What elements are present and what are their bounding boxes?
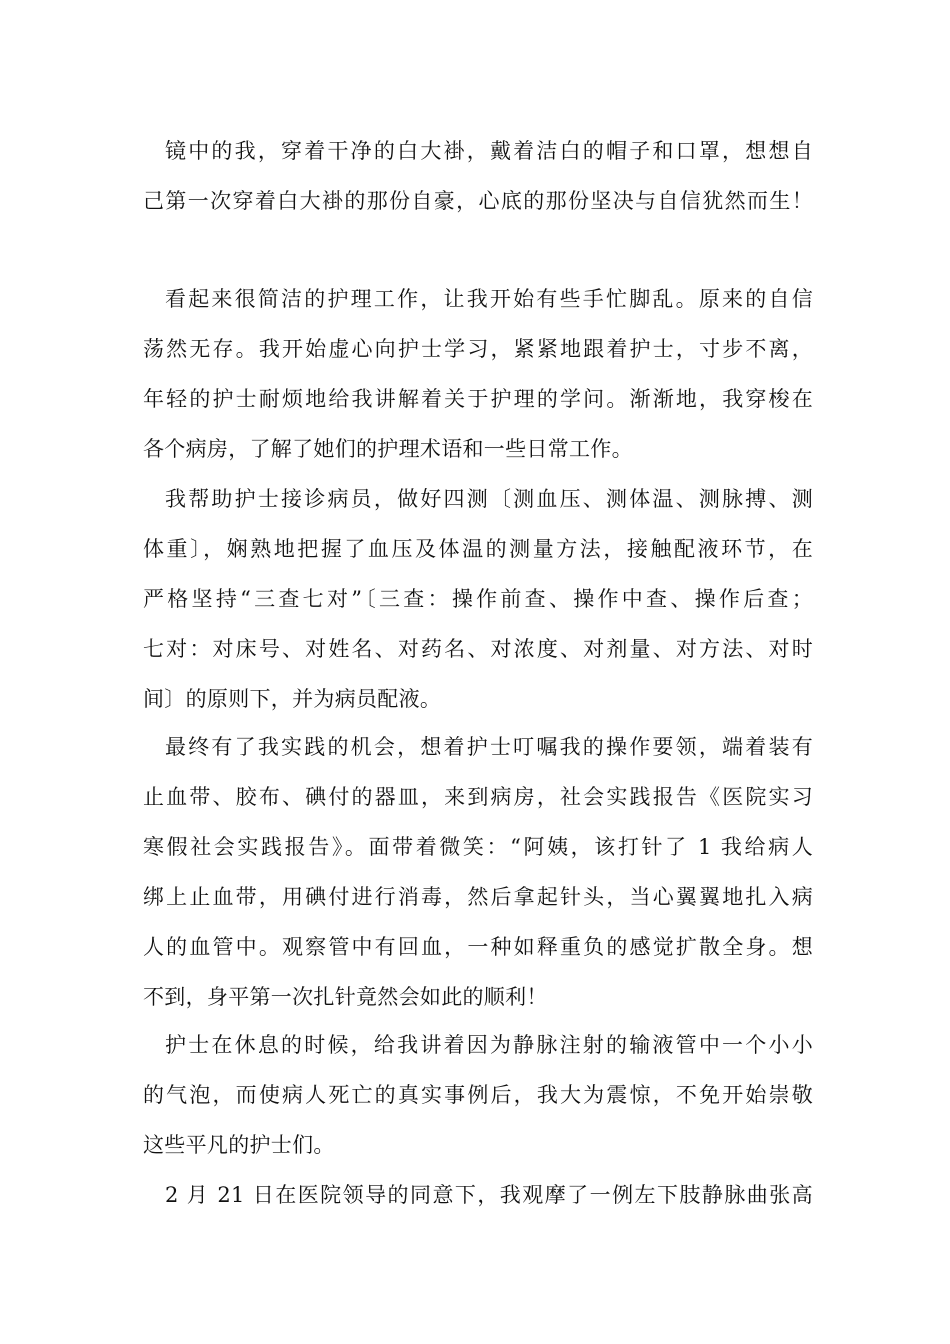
- paragraph-3: [143, 474, 813, 724]
- paragraph-line: 严格坚持“三查七对”〔三查：操作前查、操作中查、操作后查；: [143, 587, 813, 611]
- paragraph-line: 年轻的护士耐烦地给我讲解着关于护理的学问。渐渐地，我穿梭在: [143, 387, 813, 411]
- paragraph-line: 七对：对床号、对姓名、对药名、对浓度、对剂量、对方法、对时: [143, 637, 813, 661]
- paragraph-line: 2 月 21 日在医院领导的同意下，我观摩了一例左下肢静脉曲张高: [165, 1183, 813, 1207]
- paragraph-line: 护士在休息的时候，给我讲着因为静脉注射的输液管中一个小小: [165, 1033, 813, 1057]
- paragraph-line: 寒假社会实践报告》。面带着微笑：“阿姨，该打针了 1 我给病人: [143, 835, 813, 859]
- paragraph-1: [143, 126, 813, 226]
- paragraph-line: 体重〕，娴熟地把握了血压及体温的测量方法，接触配液环节，在: [143, 537, 813, 561]
- paragraph-line: 间〕的原则下，并为病员配液。: [143, 687, 442, 711]
- paragraph-line: 的气泡，而使病人死亡的真实事例后，我大为震惊，不免开始崇敬: [143, 1083, 813, 1107]
- paragraph-line: 止血带、胶布、碘付的器皿，来到病房，社会实践报告《医院实习: [143, 785, 813, 809]
- paragraph-line: 这些平凡的护士们。: [143, 1133, 335, 1157]
- paragraph-line: 己第一次穿着白大褂的那份自豪，心底的那份坚决与自信犹然而生！: [143, 189, 813, 213]
- paragraph-line: 镜中的我，穿着干净的白大褂，戴着洁白的帽子和口罩，想想自: [165, 139, 813, 163]
- paragraph-5: [143, 1020, 813, 1170]
- paragraph-line: 人的血管中。观察管中有回血，一种如释重负的感觉扩散全身。想: [143, 935, 813, 959]
- paragraph-line: 不到，身平第一次扎针竟然会如此的顺利！: [143, 985, 548, 1009]
- paragraph-4: [143, 722, 813, 1022]
- paragraph-2: [143, 274, 813, 474]
- paragraph-line: 绑上止血带，用碘付进行消毒，然后拿起针头，当心翼翼地扎入病: [143, 885, 813, 909]
- paragraph-line: 我帮助护士接诊病员，做好四测〔测血压、测体温、测脉搏、测: [165, 487, 813, 511]
- paragraph-line: 看起来很简洁的护理工作，让我开始有些手忙脚乱。原来的自信: [165, 287, 813, 311]
- paragraph-line: 最终有了我实践的机会，想着护士叮嘱我的操作要领，端着装有: [165, 735, 813, 759]
- paragraph-line: 各个病房，了解了她们的护理术语和一些日常工作。: [143, 437, 633, 461]
- paragraph-line: 荡然无存。我开始虚心向护士学习，紧紧地跟着护士，寸步不离，: [143, 337, 813, 361]
- paragraph-6: [143, 1170, 813, 1220]
